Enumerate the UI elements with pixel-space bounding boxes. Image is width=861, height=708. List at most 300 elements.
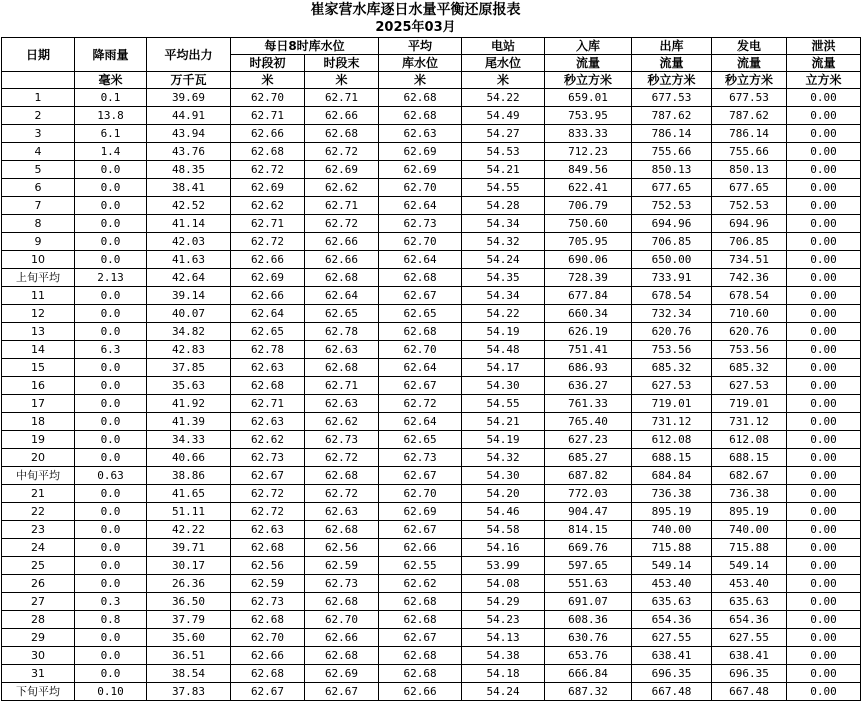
table-cell: 62.70: [231, 89, 305, 107]
header-level-start: 时段初: [231, 55, 305, 72]
table-cell: 5: [2, 161, 75, 179]
table-cell: 39.69: [147, 89, 231, 107]
table-cell: 786.14: [712, 125, 787, 143]
table-cell: 0.00: [787, 647, 861, 665]
table-cell: 549.14: [712, 557, 787, 575]
table-cell: 687.82: [545, 467, 632, 485]
header-flood-2: 流量: [787, 55, 861, 72]
table-cell: 15: [2, 359, 75, 377]
table-cell: 41.65: [147, 485, 231, 503]
table-cell: 62.66: [231, 647, 305, 665]
table-cell: 62.68: [379, 89, 462, 107]
table-cell: 62.72: [379, 395, 462, 413]
unit-inflow: 秒立方米: [545, 72, 632, 89]
table-cell: 42.83: [147, 341, 231, 359]
table-cell: 620.76: [632, 323, 712, 341]
table-cell: 62.64: [379, 197, 462, 215]
table-cell: 694.96: [712, 215, 787, 233]
table-row: [2, 251, 861, 269]
water-balance-table: [1, 37, 861, 701]
table-cell: 27: [2, 593, 75, 611]
header-units-row: [2, 72, 861, 89]
table-cell: 678.54: [712, 287, 787, 305]
table-cell: 中旬平均: [2, 467, 75, 485]
table-cell: 21: [2, 485, 75, 503]
table-cell: 62.68: [231, 611, 305, 629]
table-cell: 31: [2, 665, 75, 683]
table-cell: 0.00: [787, 575, 861, 593]
table-cell: 682.67: [712, 467, 787, 485]
table-cell: 755.66: [712, 143, 787, 161]
table-cell: 740.00: [712, 521, 787, 539]
table-cell: 62.67: [231, 467, 305, 485]
report-subtitle: 2025年03月: [375, 20, 456, 35]
table-cell: 706.85: [632, 233, 712, 251]
table-cell: 2.13: [75, 269, 147, 287]
table-cell: 690.06: [545, 251, 632, 269]
table-cell: 0.00: [787, 395, 861, 413]
table-cell: 6.1: [75, 125, 147, 143]
table-row: [2, 485, 861, 503]
table-cell: 0.0: [75, 629, 147, 647]
table-cell: 787.62: [712, 107, 787, 125]
unit-power: 万千瓦: [147, 72, 231, 89]
table-cell: 62.64: [305, 287, 379, 305]
table-cell: 62.71: [231, 215, 305, 233]
table-cell: 54.34: [462, 287, 545, 305]
table-row: [2, 629, 861, 647]
table-cell: 626.19: [545, 323, 632, 341]
table-cell: 705.95: [545, 233, 632, 251]
table-cell: 0.0: [75, 647, 147, 665]
table-cell: 62.64: [379, 413, 462, 431]
table-cell: 677.53: [712, 89, 787, 107]
table-cell: 904.47: [545, 503, 632, 521]
table-cell: 62.68: [305, 647, 379, 665]
table-cell: 62.69: [379, 161, 462, 179]
table-cell: 62.68: [379, 107, 462, 125]
table-cell: 62.62: [231, 431, 305, 449]
table-cell: 627.23: [545, 431, 632, 449]
table-cell: 54.16: [462, 539, 545, 557]
table-cell: 638.41: [712, 647, 787, 665]
table-cell: 706.85: [712, 233, 787, 251]
table-cell: 630.76: [545, 629, 632, 647]
table-cell: 48.35: [147, 161, 231, 179]
table-cell: 62.68: [305, 521, 379, 539]
table-cell: 62.64: [231, 305, 305, 323]
table-cell: 686.93: [545, 359, 632, 377]
table-body: [2, 89, 861, 701]
table-row: [2, 521, 861, 539]
table-row: [2, 323, 861, 341]
table-cell: 上旬平均: [2, 269, 75, 287]
table-row: [2, 197, 861, 215]
table-cell: 54.34: [462, 215, 545, 233]
table-cell: 62.62: [305, 413, 379, 431]
table-cell: 0.00: [787, 251, 861, 269]
table-cell: 62.67: [379, 521, 462, 539]
table-cell: 30: [2, 647, 75, 665]
table-cell: 732.34: [632, 305, 712, 323]
table-cell: 0.0: [75, 431, 147, 449]
table-row: [2, 431, 861, 449]
table-cell: 62.68: [231, 665, 305, 683]
table-cell: 38.41: [147, 179, 231, 197]
table-cell: 719.01: [632, 395, 712, 413]
table-cell: 0.10: [75, 683, 147, 701]
table-cell: 635.63: [632, 593, 712, 611]
table-row: [2, 539, 861, 557]
table-cell: 0.00: [787, 179, 861, 197]
table-cell: 41.92: [147, 395, 231, 413]
table-cell: 62.63: [231, 521, 305, 539]
table-cell: 62.62: [231, 197, 305, 215]
table-cell: 54.19: [462, 431, 545, 449]
table-row: [2, 143, 861, 161]
table-cell: 51.11: [147, 503, 231, 521]
table-cell: 7: [2, 197, 75, 215]
table-cell: 715.88: [632, 539, 712, 557]
header-outflow-1: 出库: [632, 38, 712, 55]
table-cell: 54.13: [462, 629, 545, 647]
table-cell: 0.63: [75, 467, 147, 485]
table-cell: 684.84: [632, 467, 712, 485]
table-cell: 1.4: [75, 143, 147, 161]
table-cell: 62.72: [231, 233, 305, 251]
table-cell: 54.21: [462, 161, 545, 179]
table-cell: 0.0: [75, 179, 147, 197]
table-row: [2, 359, 861, 377]
table-cell: 0.00: [787, 683, 861, 701]
table-cell: 453.40: [712, 575, 787, 593]
table-cell: 14: [2, 341, 75, 359]
table-cell: 0.0: [75, 521, 147, 539]
table-cell: 54.35: [462, 269, 545, 287]
table-cell: 12: [2, 305, 75, 323]
table-cell: 19: [2, 431, 75, 449]
table-cell: 62.67: [379, 287, 462, 305]
table-cell: 42.64: [147, 269, 231, 287]
table-cell: 0.0: [75, 377, 147, 395]
table-cell: 833.33: [545, 125, 632, 143]
table-cell: 62.73: [379, 449, 462, 467]
table-cell: 712.23: [545, 143, 632, 161]
table-cell: 667.48: [712, 683, 787, 701]
table-cell: 753.56: [712, 341, 787, 359]
table-row: [2, 575, 861, 593]
table-cell: 62.65: [379, 305, 462, 323]
table-cell: 62.63: [379, 125, 462, 143]
table-cell: 42.03: [147, 233, 231, 251]
table-cell: 740.00: [632, 521, 712, 539]
header-gen-2: 流量: [712, 55, 787, 72]
table-cell: 62.68: [305, 467, 379, 485]
table-row: [2, 395, 861, 413]
table-cell: 0.0: [75, 395, 147, 413]
table-cell: 688.15: [632, 449, 712, 467]
table-cell: 62.70: [379, 341, 462, 359]
table-cell: 0.0: [75, 197, 147, 215]
table-row: [2, 233, 861, 251]
header-level-end: 时段末: [305, 55, 379, 72]
table-cell: 62.70: [305, 611, 379, 629]
table-cell: 0.00: [787, 359, 861, 377]
table-cell: 18: [2, 413, 75, 431]
table-cell: 0.00: [787, 413, 861, 431]
table-cell: 62.66: [305, 107, 379, 125]
header-inflow-1: 入库: [545, 38, 632, 55]
table-cell: 62.68: [379, 269, 462, 287]
table-cell: 62.66: [379, 539, 462, 557]
table-cell: 62.72: [305, 485, 379, 503]
table-cell: 765.40: [545, 413, 632, 431]
table-row: [2, 305, 861, 323]
header-station-1: 电站: [462, 38, 545, 55]
table-row: [2, 377, 861, 395]
table-cell: 62.68: [231, 143, 305, 161]
table-cell: 54.30: [462, 377, 545, 395]
table-cell: 627.55: [632, 629, 712, 647]
table-cell: 23: [2, 521, 75, 539]
table-cell: 54.49: [462, 107, 545, 125]
table-cell: 750.60: [545, 215, 632, 233]
table-cell: 62.73: [231, 449, 305, 467]
table-cell: 736.38: [632, 485, 712, 503]
table-cell: 62.71: [305, 197, 379, 215]
unit-rain: 毫米: [75, 72, 147, 89]
table-cell: 687.32: [545, 683, 632, 701]
table-cell: 62.66: [231, 251, 305, 269]
table-cell: 677.84: [545, 287, 632, 305]
table-cell: 62.62: [379, 575, 462, 593]
table-cell: 37.85: [147, 359, 231, 377]
unit-gen: 秒立方米: [712, 72, 787, 89]
table-cell: 39.14: [147, 287, 231, 305]
header-inflow-2: 流量: [545, 55, 632, 72]
table-cell: 54.55: [462, 179, 545, 197]
table-cell: 772.03: [545, 485, 632, 503]
table-row: [2, 467, 861, 485]
table-cell: 733.91: [632, 269, 712, 287]
table-cell: 731.12: [632, 413, 712, 431]
table-row: [2, 287, 861, 305]
table-cell: 下旬平均: [2, 683, 75, 701]
table-cell: 62.67: [379, 377, 462, 395]
table-cell: 719.01: [712, 395, 787, 413]
table-cell: 24: [2, 539, 75, 557]
table-row: [2, 503, 861, 521]
table-cell: 62.69: [231, 269, 305, 287]
report-title: 崔家营水库逐日水量平衡还原报表: [310, 2, 521, 18]
table-cell: 62.68: [305, 359, 379, 377]
table-cell: 786.14: [632, 125, 712, 143]
table-cell: 62.62: [305, 179, 379, 197]
table-cell: 62.68: [305, 125, 379, 143]
table-row: [2, 665, 861, 683]
table-cell: 627.53: [632, 377, 712, 395]
header-power: 平均出力: [147, 38, 231, 72]
table-cell: 62.71: [231, 395, 305, 413]
table-cell: 30.17: [147, 557, 231, 575]
table-cell: 62.68: [379, 611, 462, 629]
table-cell: 677.53: [632, 89, 712, 107]
table-cell: 62.66: [231, 287, 305, 305]
table-cell: 62.64: [379, 359, 462, 377]
table-cell: 54.46: [462, 503, 545, 521]
table-cell: 0.00: [787, 377, 861, 395]
table-cell: 13: [2, 323, 75, 341]
table-cell: 627.55: [712, 629, 787, 647]
header-avg-level-1: 平均: [379, 38, 462, 55]
table-cell: 62.64: [379, 251, 462, 269]
table-cell: 688.15: [712, 449, 787, 467]
table-cell: 814.15: [545, 521, 632, 539]
table-cell: 669.76: [545, 539, 632, 557]
table-cell: 54.48: [462, 341, 545, 359]
table-cell: 742.36: [712, 269, 787, 287]
table-cell: 0.00: [787, 557, 861, 575]
table-cell: 608.36: [545, 611, 632, 629]
table-cell: 0.0: [75, 215, 147, 233]
table-row: [2, 647, 861, 665]
table-cell: 0.0: [75, 161, 147, 179]
table-cell: 850.13: [712, 161, 787, 179]
table-cell: 41.14: [147, 215, 231, 233]
table-cell: 62.69: [305, 665, 379, 683]
table-cell: 659.01: [545, 89, 632, 107]
header-rain: 降雨量: [75, 38, 147, 72]
table-cell: 0.0: [75, 557, 147, 575]
unit-tailwater: 米: [462, 72, 545, 89]
table-row: [2, 611, 861, 629]
table-cell: 62.69: [379, 143, 462, 161]
table-cell: 0.00: [787, 323, 861, 341]
table-cell: 0.1: [75, 89, 147, 107]
table-cell: 0.00: [787, 485, 861, 503]
table-cell: 667.48: [632, 683, 712, 701]
table-row: [2, 269, 861, 287]
table-cell: 694.96: [632, 215, 712, 233]
table-cell: 0.00: [787, 431, 861, 449]
table-cell: 696.35: [632, 665, 712, 683]
table-cell: 0.0: [75, 485, 147, 503]
table-cell: 0.00: [787, 611, 861, 629]
table-cell: 54.55: [462, 395, 545, 413]
table-cell: 28: [2, 611, 75, 629]
table-cell: 34.33: [147, 431, 231, 449]
table-cell: 41.39: [147, 413, 231, 431]
table-cell: 54.53: [462, 143, 545, 161]
table-cell: 666.84: [545, 665, 632, 683]
table-cell: 6: [2, 179, 75, 197]
table-cell: 8: [2, 215, 75, 233]
table-cell: 620.76: [712, 323, 787, 341]
table-cell: 62.72: [305, 449, 379, 467]
header-outflow-2: 流量: [632, 55, 712, 72]
table-cell: 62.69: [379, 503, 462, 521]
table-cell: 685.27: [545, 449, 632, 467]
table-cell: 0.0: [75, 665, 147, 683]
table-cell: 40.07: [147, 305, 231, 323]
table-cell: 752.53: [712, 197, 787, 215]
table-cell: 62.65: [305, 305, 379, 323]
header-date: 日期: [2, 38, 75, 72]
table-cell: 0.0: [75, 287, 147, 305]
table-cell: 650.00: [632, 251, 712, 269]
table-cell: 54.24: [462, 683, 545, 701]
table-cell: 660.34: [545, 305, 632, 323]
table-row: [2, 449, 861, 467]
table-row: [2, 557, 861, 575]
table-cell: 2: [2, 107, 75, 125]
table-cell: 38.54: [147, 665, 231, 683]
table-cell: 62.78: [305, 323, 379, 341]
table-cell: 710.60: [712, 305, 787, 323]
table-cell: 549.14: [632, 557, 712, 575]
table-cell: 62.66: [305, 629, 379, 647]
table-cell: 11: [2, 287, 75, 305]
table-cell: 0.0: [75, 413, 147, 431]
table-row: [2, 593, 861, 611]
table-cell: 26.36: [147, 575, 231, 593]
table-cell: 0.0: [75, 449, 147, 467]
table-cell: 54.24: [462, 251, 545, 269]
table-row: [2, 161, 861, 179]
unit-avg-level: 米: [379, 72, 462, 89]
table-cell: 62.69: [231, 179, 305, 197]
table-cell: 54.19: [462, 323, 545, 341]
table-cell: 3: [2, 125, 75, 143]
table-cell: 0.00: [787, 287, 861, 305]
unit-level-end: 米: [305, 72, 379, 89]
header-gen-1: 发电: [712, 38, 787, 55]
table-cell: 62.68: [379, 665, 462, 683]
table-cell: 62.67: [231, 683, 305, 701]
table-cell: 638.41: [632, 647, 712, 665]
table-cell: 731.12: [712, 413, 787, 431]
table-cell: 62.67: [379, 467, 462, 485]
table-cell: 1: [2, 89, 75, 107]
table-cell: 62.65: [379, 431, 462, 449]
table-cell: 42.22: [147, 521, 231, 539]
table-row: [2, 179, 861, 197]
table-cell: 654.36: [632, 611, 712, 629]
table-cell: 36.51: [147, 647, 231, 665]
table-cell: 62.63: [305, 395, 379, 413]
table-cell: 0.00: [787, 539, 861, 557]
table-cell: 20: [2, 449, 75, 467]
table-cell: 635.63: [712, 593, 787, 611]
table-cell: 62.69: [305, 161, 379, 179]
table-cell: 62.68: [231, 539, 305, 557]
table-row: [2, 89, 861, 107]
table-cell: 62.66: [231, 125, 305, 143]
table-cell: 0.00: [787, 161, 861, 179]
table-cell: 0.00: [787, 269, 861, 287]
table-cell: 62.73: [231, 593, 305, 611]
table-cell: 627.53: [712, 377, 787, 395]
table-cell: 53.99: [462, 557, 545, 575]
table-cell: 0.0: [75, 359, 147, 377]
table-cell: 62.72: [305, 215, 379, 233]
table-cell: 29: [2, 629, 75, 647]
table-cell: 0.00: [787, 665, 861, 683]
table-cell: 54.28: [462, 197, 545, 215]
table-cell: 54.27: [462, 125, 545, 143]
table-cell: 35.63: [147, 377, 231, 395]
table-cell: 34.82: [147, 323, 231, 341]
